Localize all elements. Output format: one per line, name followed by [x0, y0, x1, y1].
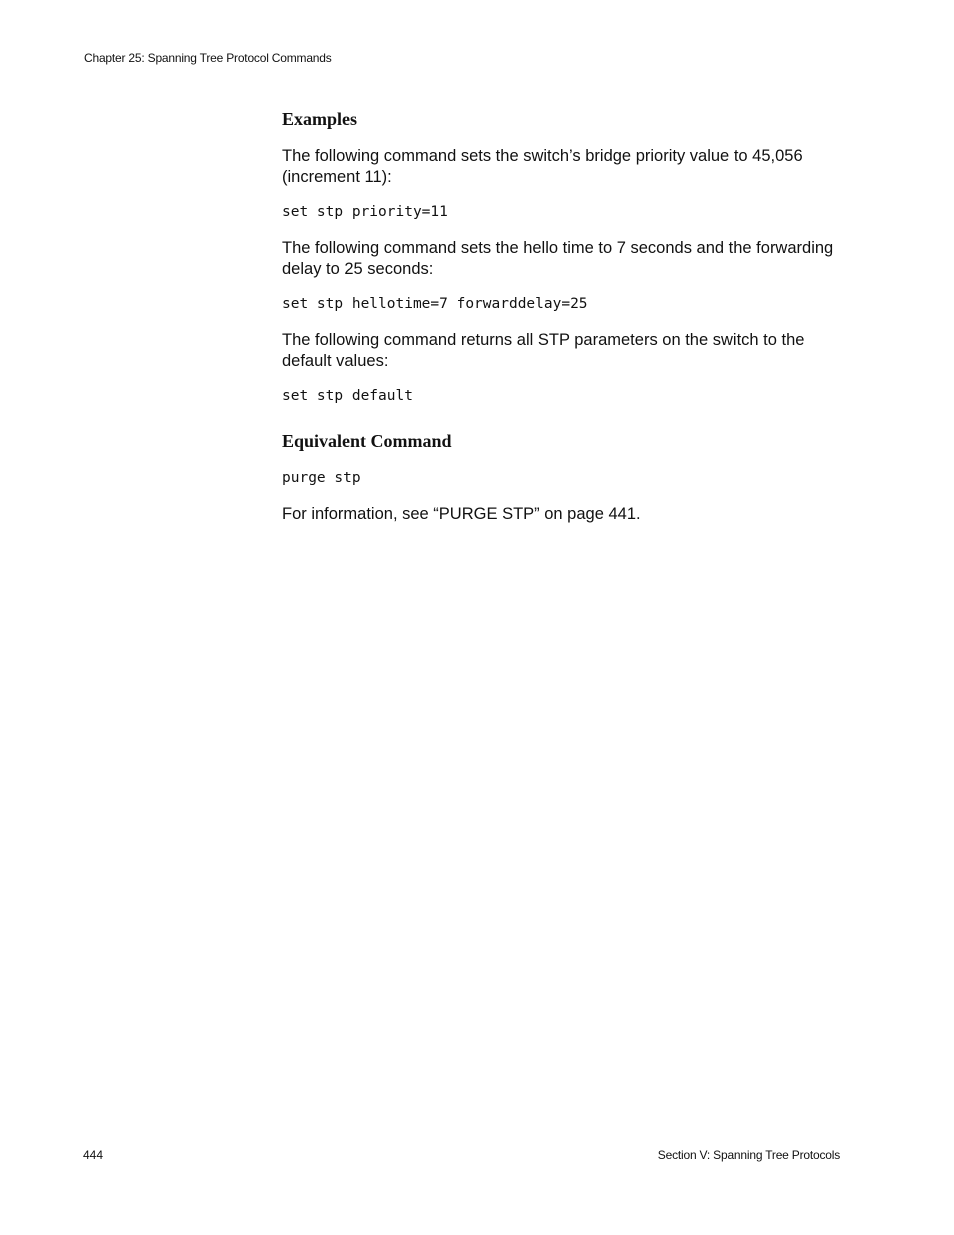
example-1-description: The following command sets the switch’s bridge priority value to 45,056 (increment 11):: [282, 147, 803, 186]
example-3-command: set stp default: [282, 388, 413, 404]
example-2-command: set stp hellotime=7 forwarddelay=25: [282, 296, 588, 312]
main-content: [282, 106, 842, 539]
running-footer-section: Section V: Spanning Tree Protocols: [657, 1148, 840, 1162]
running-header-chapter: Chapter 25: Spanning Tree Protocol Commands: [84, 51, 332, 65]
examples-heading: Examples: [282, 109, 358, 129]
example-3-description: The following command returns all STP parameters on the switch to the default values:: [282, 331, 805, 370]
equivalent-command-reference: For information, see “PURGE STP” on page 441.: [282, 505, 641, 523]
example-2-description: The following command sets the hello time to 7 seconds and the forwarding delay to 25 seconds:: [282, 239, 834, 278]
example-1-command: set stp priority=11: [282, 204, 448, 220]
equivalent-command-code: purge stp: [282, 470, 361, 486]
equivalent-command-heading: Equivalent Command: [282, 431, 452, 451]
page-number: 444: [83, 1148, 104, 1162]
